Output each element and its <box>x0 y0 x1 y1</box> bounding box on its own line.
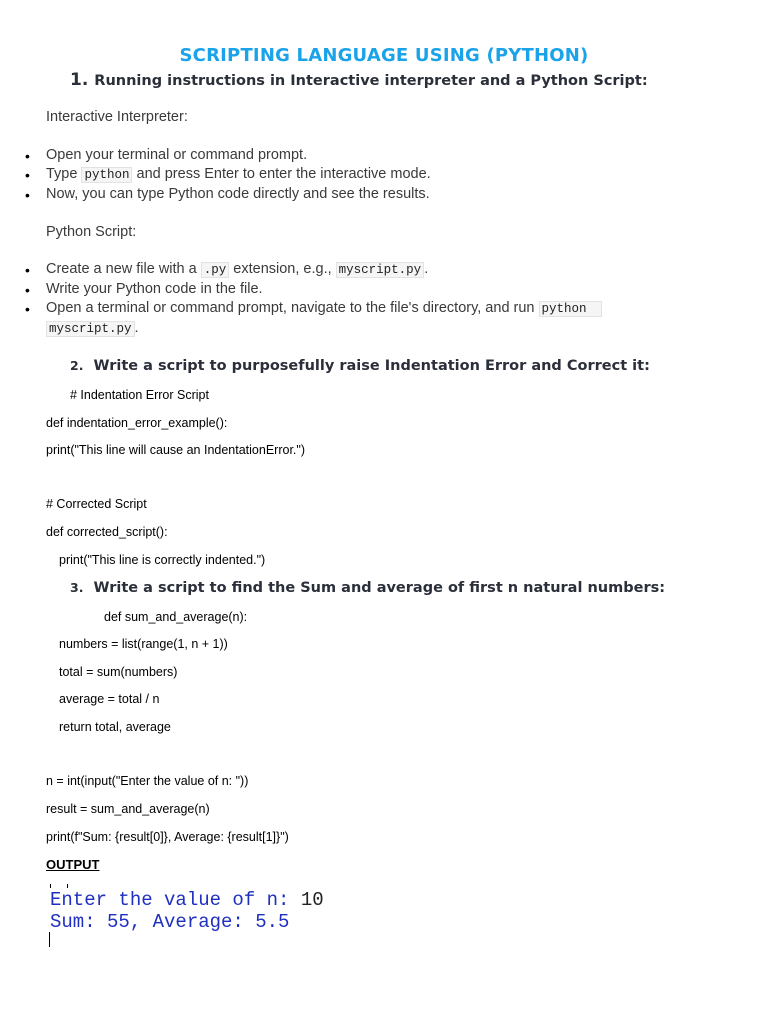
code-line: result = sum_and_average(n) <box>46 802 210 816</box>
section3-heading-text: Write a script to find the Sum and average of first n natural numbers: <box>93 580 666 596</box>
list-item: Open your terminal or command prompt. <box>46 147 308 163</box>
section2-heading-text: Write a script to purposefully raise Indentation Error and Correct it: <box>93 358 650 374</box>
bullet-icon: • <box>25 301 30 317</box>
section3-number: 3. <box>70 580 84 595</box>
list-item: Now, you can type Python code directly and see the results. <box>46 186 430 202</box>
list-item-text: extension, e.g., <box>229 261 336 277</box>
code-line: def corrected_script(): <box>46 525 168 539</box>
bullet-icon: • <box>25 187 30 203</box>
list-item-text: Type <box>46 166 82 182</box>
code-line: def sum_and_average(n): <box>104 610 248 624</box>
list-item-text: Open a terminal or command prompt, navigate to the file's directory, and run <box>46 300 539 316</box>
inline-code: myscript.py <box>46 321 135 337</box>
bullet-icon: • <box>25 262 30 278</box>
inline-code: python <box>539 301 602 317</box>
terminal-input-value: 10 <box>300 889 324 911</box>
bullet-icon: • <box>25 282 30 298</box>
inline-code: .py <box>201 262 230 278</box>
section1-heading <box>70 70 648 90</box>
inline-code: python <box>81 167 132 183</box>
terminal-input-line <box>50 889 324 911</box>
list-item <box>46 261 428 277</box>
section1-number: 1. <box>70 70 89 90</box>
section1-heading-text: Running instructions in Interactive interpreter and a Python Script: <box>94 73 648 89</box>
list-item-continuation <box>46 320 139 336</box>
python-script-label: Python Script: <box>46 224 137 240</box>
bullet-icon: • <box>25 167 30 183</box>
inline-code: myscript.py <box>336 262 425 278</box>
section2-heading <box>70 358 650 374</box>
list-item: Write your Python code in the file. <box>46 281 263 297</box>
list-item-text: . <box>134 320 139 336</box>
code-line: print("This line will cause an IndentationError.") <box>46 443 305 457</box>
code-line: average = total / n <box>59 692 160 706</box>
terminal-prompt: Enter the value of n: <box>50 889 301 911</box>
code-line: numbers = list(range(1, n + 1)) <box>59 637 228 651</box>
code-line: print(f"Sum: {result[0]}, Average: {result[1]}") <box>46 830 289 844</box>
code-line: def indentation_error_example(): <box>46 416 228 430</box>
terminal-cursor <box>49 932 50 947</box>
code-line: total = sum(numbers) <box>59 665 178 679</box>
terminal-result-line: Sum: 55, Average: 5.5 <box>50 911 290 933</box>
section3-heading <box>70 580 665 596</box>
code-line: print("This line is correctly indented.") <box>59 553 266 567</box>
code-line: # Indentation Error Script <box>70 388 209 402</box>
list-item <box>46 300 602 316</box>
document-title: SCRIPTING LANGUAGE USING (PYTHON) <box>179 45 589 66</box>
code-line: # Corrected Script <box>46 497 147 511</box>
list-item-text: Create a new file with a <box>46 261 201 277</box>
list-item-text: . <box>424 261 429 277</box>
list-item-text: and press Enter to enter the interactive mode. <box>132 166 431 182</box>
interactive-interpreter-label: Interactive Interpreter: <box>46 109 188 125</box>
code-line: n = int(input("Enter the value of n: ")) <box>46 774 249 788</box>
output-label: OUTPUT <box>46 857 100 872</box>
section2-number: 2. <box>70 358 84 373</box>
code-line: return total, average <box>59 720 171 734</box>
bullet-icon: • <box>25 148 30 164</box>
terminal-cursor-mark <box>67 884 68 888</box>
list-item <box>46 166 431 182</box>
terminal-cursor-mark <box>50 884 51 888</box>
